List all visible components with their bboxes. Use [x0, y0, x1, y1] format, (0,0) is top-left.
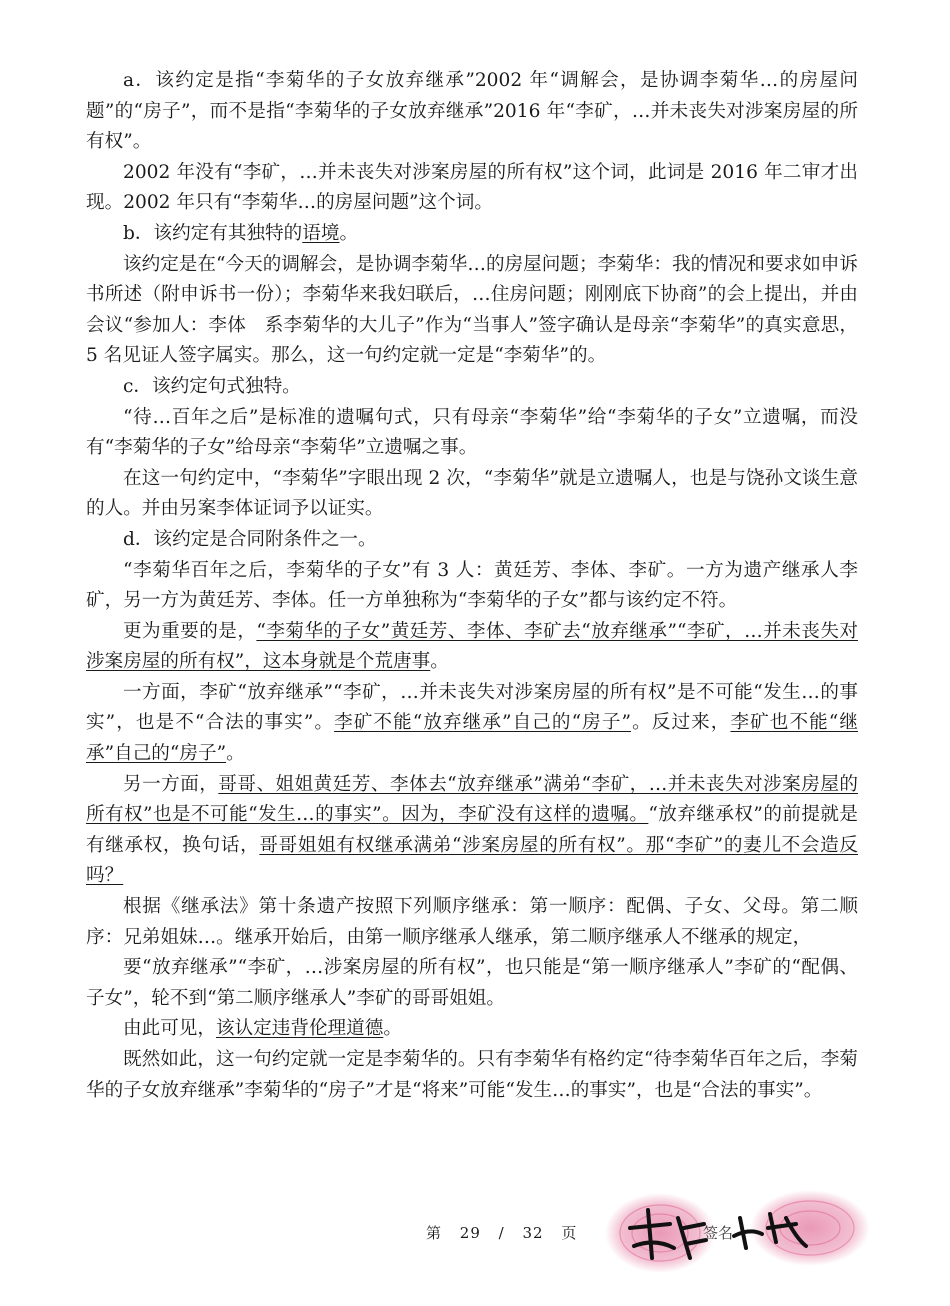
paragraph: [86, 372, 858, 403]
paragraph: [86, 678, 858, 770]
text-run: 。: [339, 222, 359, 244]
text-run: 2002 年没有“李矿，…并未丧失对涉案房屋的所有权”这个词，此词是 2016 年二审才出现。2002 年只有“李菊华…的房屋问题”这个词。: [86, 161, 858, 214]
underlined-text: 李矿不能“放弃继承”自己的“房子”: [334, 712, 632, 734]
text-run: 根据《继承法》第十条遗产按照下列顺序继承：第一顺序：配偶、子女、父母。第二顺序：兄弟姐妹…。继承开始后，由第一顺序继承人继承，第二顺序继承人不继承的规定，: [86, 896, 858, 948]
paragraph: [86, 66, 858, 158]
text-run: 。: [226, 743, 245, 765]
paragraph: [86, 892, 858, 953]
paragraph: [86, 525, 858, 556]
text-run: 。反过来，: [631, 712, 731, 734]
text-run: a．该约定是指“李菊华的子女放弃继承”2002 年“调解会，是协调李菊华…的房屋问题”的“房子”，而不是指“李菊华的子女放弃继承”2016 年“李矿，…并未丧失对涉案房屋的所有权”。: [86, 70, 858, 153]
underlined-text: “李菊华的子女”黄廷芳、李体、李矿去“放弃继承”“李矿，…并未丧失对涉案房屋的所有权”，这本身就是个荒唐事: [86, 620, 858, 673]
underlined-text: 哥哥姐姐有权继承满弟“涉案房屋的所有权”。那“李矿”的妻儿不会造反吗？: [86, 834, 858, 887]
paragraph: [86, 158, 858, 219]
underlined-text: 李矿也不能“继承”自己的“房子”: [86, 712, 858, 765]
text-run: b．该约定有其独特的: [123, 222, 303, 244]
underlined-text: 该认定违背伦理道德: [215, 1018, 384, 1040]
paragraph: [86, 250, 858, 372]
text-run: 一方面，李矿“放弃继承”“李矿，…并未丧失对涉案房屋的所有权”是不可能“发生…的事实”，也是不“合法的事实”。: [86, 681, 858, 734]
text-run: “放弃继承权”的前提就是有继承权，换句话，: [86, 804, 858, 856]
document-body: [86, 66, 858, 1106]
paragraph: [86, 464, 858, 525]
text-run: 。: [383, 1018, 402, 1040]
footer-prefix: 第: [426, 1224, 443, 1242]
text-run: 要“放弃继承”“李矿，…涉案房屋的所有权”，也只能是“第一顺序继承人”李矿的“配偶、子女”，轮不到“第二顺序继承人”李矿的哥哥姐姐。: [86, 957, 858, 1009]
text-run: “待…百年之后”是标准的遗嘱句式，只有母亲“李菊华”给“李菊华的子女”立遗嘱，而没有“李菊华的子女”给母亲“李菊华”立遗嘱之事。: [86, 406, 858, 459]
signature-with-fingerprint: [600, 1188, 880, 1278]
text-run: “李菊华百年之后，李菊华的子女”有 3 人：黄廷芳、李体、李矿。一方为遗产继承人李矿，另一方为黄廷芳、李体。任一方单独称为“李菊华的子女”都与该约定不符。: [86, 559, 858, 612]
paragraph: [86, 770, 858, 892]
underlined-text: 哥哥、姐姐黄廷芳、李体去“放弃继承”满弟“李矿，…并未丧失对涉案房屋的所有权”也是不可能“发生…的事实”。因为，李矿没有这样的遗嘱。: [86, 773, 858, 826]
paragraph: [86, 617, 858, 678]
footer-separator: /: [498, 1224, 505, 1242]
paragraph: [86, 1045, 858, 1106]
paragraph: [86, 219, 858, 250]
signature-label: 签名: [703, 1224, 734, 1242]
footer-page-number: 29: [459, 1224, 481, 1242]
text-run: 在这一句约定中，“李菊华”字眼出现 2 次，“李菊华”就是立遗嘱人，也是与饶孙文谈生意的人。并由另案李体证词予以证实。: [86, 467, 858, 520]
text-run: 。: [430, 651, 449, 673]
paragraph: [86, 403, 858, 464]
page-footer: [420, 1222, 583, 1243]
paragraph: [86, 1014, 858, 1045]
text-run: 由此可见，: [123, 1018, 216, 1040]
underlined-text: 语境: [302, 222, 340, 244]
paragraph: [86, 556, 858, 617]
text-run: 另一方面，: [123, 773, 219, 795]
footer-suffix: 页: [561, 1224, 578, 1242]
text-run: c．该约定句式独特。: [123, 375, 301, 397]
paragraph: [86, 953, 858, 1014]
text-run: d．该约定是合同附条件之一。: [123, 528, 377, 550]
text-run: 更为重要的是，: [123, 620, 257, 642]
text-run: 该约定是在“今天的调解会，是协调李菊华…的房屋问题；李菊华：我的情况和要求如申诉书所述（附申诉书一份）；李菊华来我妇联后，…住房问题；刚刚底下协商”的会上提出，并由会议“参加人：李体 系李菊华的大儿子”作为“当事人”签字确认是母亲“李菊华”的真实意思，5 名见证人签字属实。那么，这一句约定就一定是“李菊华”的。: [86, 253, 858, 367]
footer-total-pages: 32: [522, 1224, 544, 1242]
text-run: 既然如此，这一句约定就一定是李菊华的。只有李菊华有格约定“待李菊华百年之后，李菊华的子女放弃继承”李菊华的“房子”才是“将来”可能“发生…的事实”，也是“合法的事实”。: [86, 1049, 858, 1101]
